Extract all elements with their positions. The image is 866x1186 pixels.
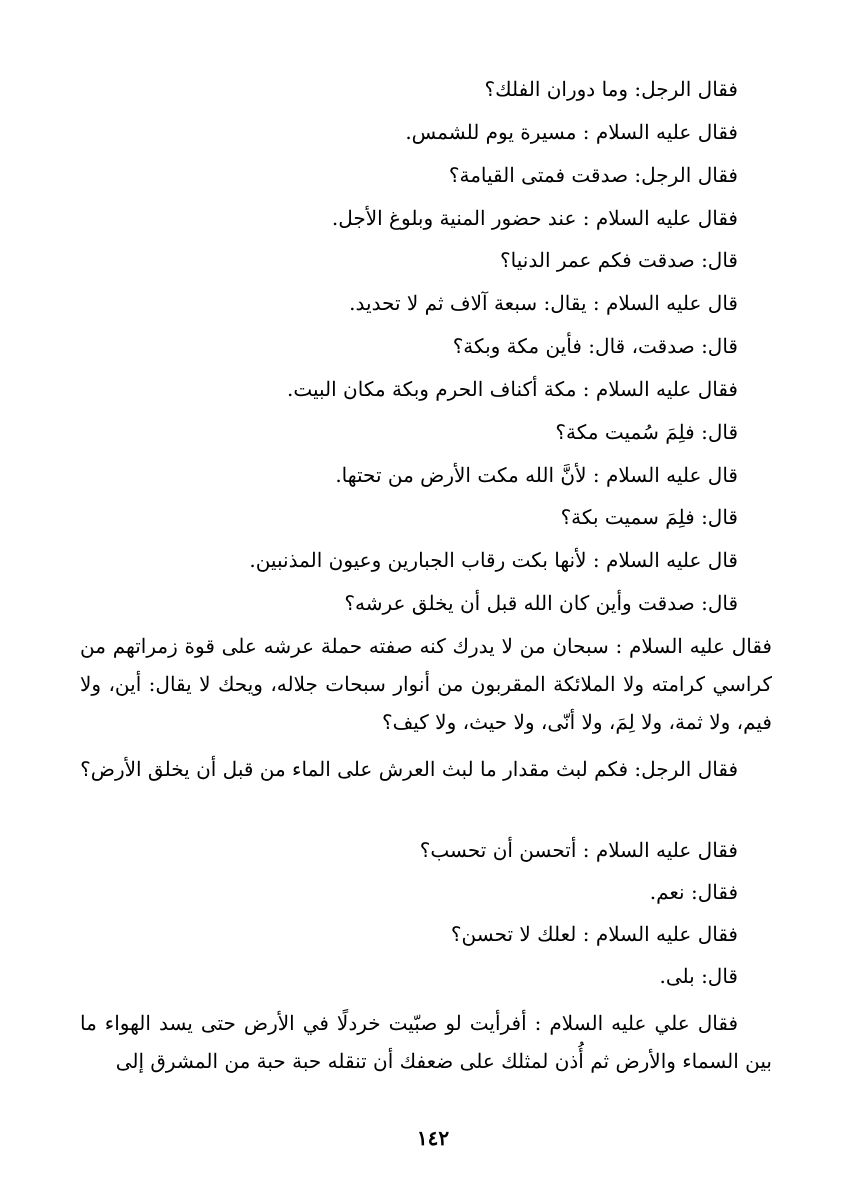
text-line-7: قال: صدقت، قال: فأين مكة وبكة؟ <box>452 334 738 358</box>
text-line-16: فقال عليه السلام : لعلك لا تحسن؟ <box>450 922 738 946</box>
text-line-9: قال: فلِمَ سُميت مكة؟ <box>555 420 738 444</box>
text-line-10: قال عليه السلام : لأنَّ الله مكت الأرض من تحتها. <box>335 463 738 487</box>
text-line-5: قال: صدقت فكم عمر الدنيا؟ <box>500 248 738 272</box>
text-line-15: فقال: نعم. <box>649 880 738 904</box>
text-line-8: فقال عليه السلام : مكة أكناف الحرم وبكة مكان البيت. <box>286 377 738 401</box>
text-line-3: فقال الرجل: صدقت فمتى القيامة؟ <box>448 163 738 187</box>
text-line-17: قال: بلى. <box>659 964 738 988</box>
paragraph-question: فقال الرجل: فكم لبث مقدار ما لبث العرش على الماء من قبل أن يخلق الأرض؟ <box>80 757 738 781</box>
text-line-4: فقال عليه السلام : عند حضور المنية وبلوغ الأجل. <box>331 206 738 230</box>
text-line-1: فقال الرجل: وما دوران الفلك؟ <box>484 77 738 101</box>
text-line-6: قال عليه السلام : يقال: سبعة آلاف ثم لا تحديد. <box>349 291 738 315</box>
paragraph-mustard: فقال علي عليه السلام : أفرأيت لو صبّيت خردلًا في الأرض حتى يسد الهواء ما بين السماء والأرض ثم أُذن لمثلك على ضعفك أن تنقله حبة حبة من المشرق إلى <box>80 1011 772 1073</box>
text-line-14: فقال عليه السلام : أتحسن أن تحسب؟ <box>419 838 738 862</box>
text-line-13: قال: صدقت وأين كان الله قبل أن يخلق عرشه؟ <box>344 591 738 615</box>
text-line-2: فقال عليه السلام : مسيرة يوم للشمس. <box>405 120 738 144</box>
text-line-12: قال عليه السلام : لأنها بكت رقاب الجبارين وعيون المذنبين. <box>249 548 738 572</box>
text-line-11: قال: فلِمَ سميت بكة؟ <box>560 505 738 529</box>
paragraph-throne: فقال عليه السلام : سبحان من لا يدرك كنه صفته حملة عرشه على قوة زمراتهم من كراسي كرامته ولا الملائكة المقربون من أنوار سبحات جلاله، ويحك لا يقال: أين، ولا فيم، ولا ثمة، ولا لِمَ، ولا أنّى، ولا حيث، ولا كيف؟ <box>80 634 772 734</box>
page-number: ١٤٢ <box>416 1126 450 1150</box>
